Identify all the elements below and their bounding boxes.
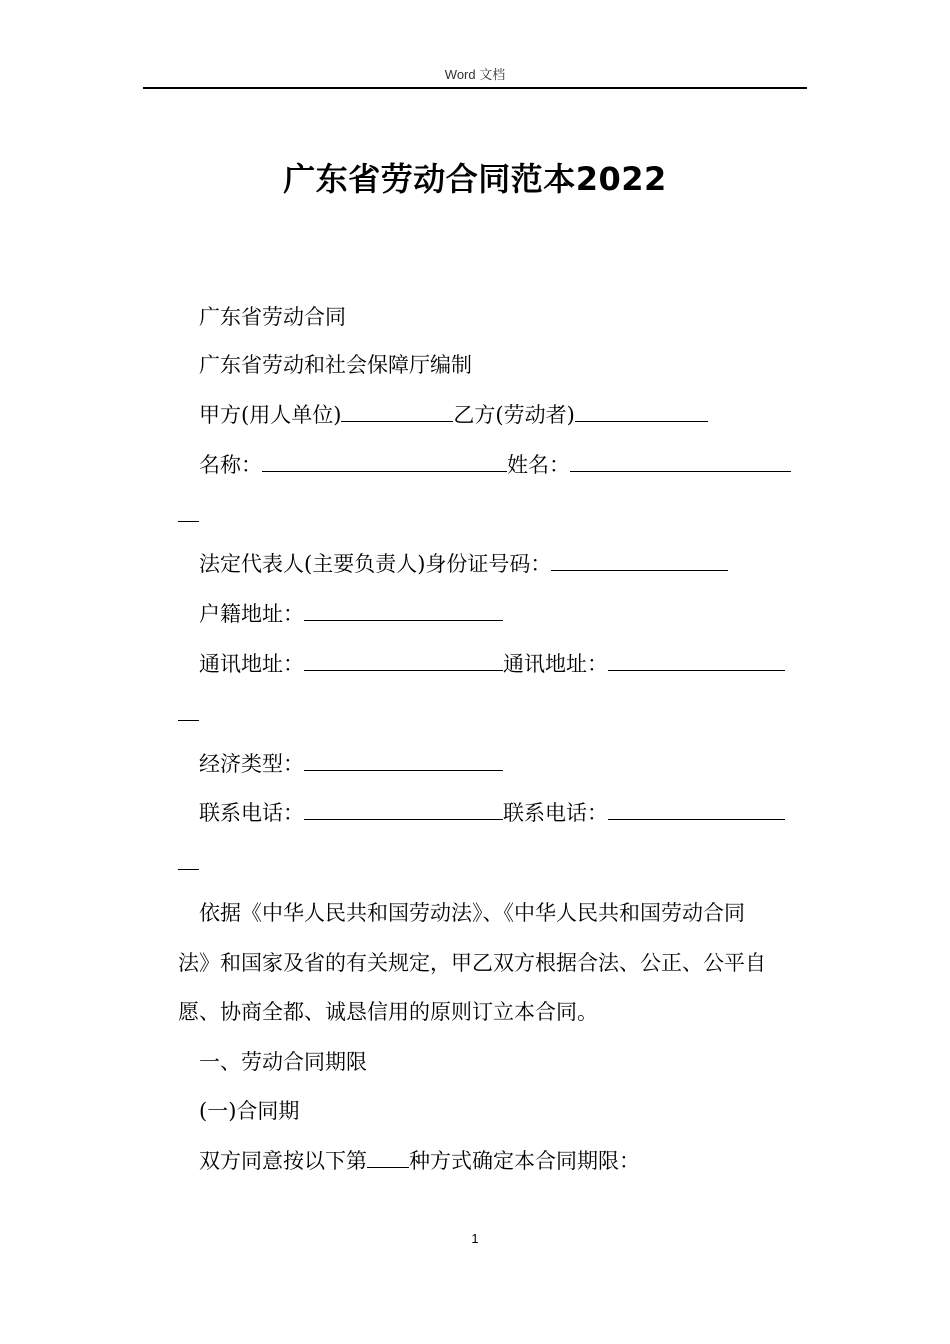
contract-period-heading: (一)合同期: [199, 1099, 300, 1123]
name-line: [178, 450, 839, 480]
phone-a-blank: [304, 799, 503, 820]
term-method-prefix: 双方同意按以下第: [199, 1149, 367, 1173]
paragraph-line: [178, 997, 818, 1027]
party-a-label: 甲方(用人单位): [199, 403, 342, 427]
mailing-address-b-blank: [608, 650, 785, 671]
household-address-blank: [304, 600, 503, 621]
subsection-heading: [178, 1096, 839, 1126]
party-a-blank: [341, 401, 453, 422]
page-header: Word 文档: [444, 67, 506, 82]
contract-name: 广东省劳动合同: [199, 305, 346, 329]
page-number: 1: [471, 1231, 479, 1246]
mailing-address-b-label: 通讯地址：: [503, 652, 608, 676]
household-address-line: [178, 599, 839, 629]
basis-paragraph-line-3: 愿、协商全都、诚恳信用的原则订立本合同。: [178, 1000, 598, 1024]
party-b-blank: [575, 401, 708, 422]
id-number-label: 法定代表人(主要负责人)身份证号码：: [199, 552, 552, 576]
paragraph-line: [178, 898, 839, 928]
wrapped-blank: [178, 700, 199, 721]
term-method-suffix: 种方式确定本合同期限：: [409, 1149, 640, 1173]
basis-paragraph-line-2: 法》和国家及省的有关规定，甲乙双方根据合法、公正、公平自: [178, 951, 766, 975]
name-blank: [262, 451, 507, 472]
section-heading: [178, 1047, 839, 1077]
id-number-blank: [551, 550, 728, 571]
mailing-address-a-label: 通讯地址：: [199, 652, 304, 676]
mailing-address-a-blank: [304, 650, 503, 671]
name-label: 名称：: [199, 453, 262, 477]
person-name-blank: [570, 451, 791, 472]
wrapped-blank: [178, 501, 199, 522]
header-rule: [143, 87, 807, 89]
paragraph-line: [178, 948, 818, 978]
wrapped-blank-line-2: [178, 699, 818, 729]
economic-type-line: [178, 749, 839, 779]
phone-line: [178, 798, 839, 828]
party-b-label: 乙方(劳动者): [453, 403, 575, 427]
parties-line: [178, 400, 839, 430]
wrapped-blank: [178, 849, 199, 870]
economic-type-blank: [304, 750, 503, 771]
issuer-line: [178, 350, 839, 380]
wrapped-blank-line-3: [178, 848, 818, 878]
section-term-heading: 一、劳动合同期限: [199, 1050, 367, 1074]
phone-b-label: 联系电话：: [503, 801, 608, 825]
phone-b-blank: [608, 799, 785, 820]
economic-type-label: 经济类型：: [199, 752, 304, 776]
term-method-blank: [367, 1147, 409, 1168]
phone-a-label: 联系电话：: [199, 801, 304, 825]
household-address-label: 户籍地址：: [199, 602, 304, 626]
contract-name-line: [178, 302, 839, 332]
person-name-label: 姓名：: [507, 453, 570, 477]
term-method-line: [178, 1146, 839, 1176]
mailing-address-line: [178, 649, 839, 679]
basis-paragraph-line-1: 依据《中华人民共和国劳动法》、《中华人民共和国劳动合同: [199, 901, 745, 925]
wrapped-blank-line-1: [178, 500, 818, 530]
document-title: 广东省劳动合同范本2022: [283, 160, 667, 198]
issuer: 广东省劳动和社会保障厅编制: [199, 353, 472, 377]
id-number-line: [178, 549, 839, 579]
